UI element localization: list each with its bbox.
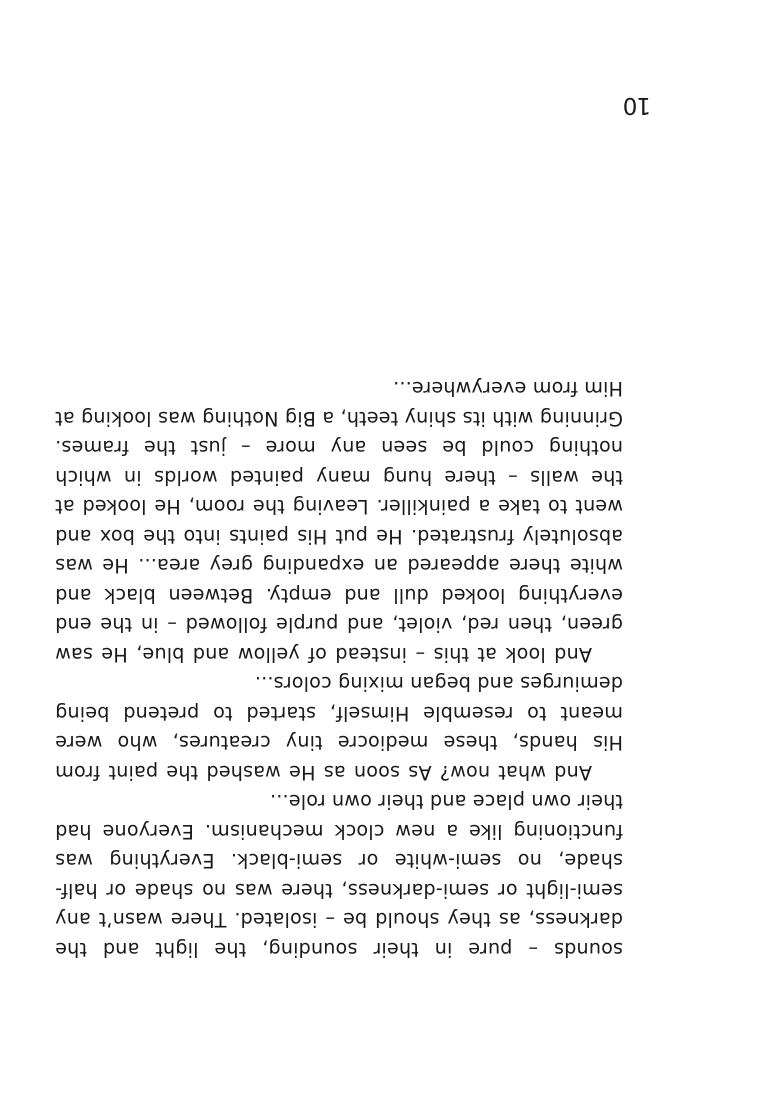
- page-body: [55, 374, 623, 964]
- paragraph-2: And what now? As soon as He washed the paint from His hands, these mediocre tiny creatures, who were meant to resemble Himself, started to pretend being demiurges and began mixing colors...: [55, 672, 623, 784]
- paragraph-1: sounds – pure in their sounding, the light and the darkness, as they should be – isolated. There wasn’t any semi-light or semi-darkness, there was no shade or half-shade, no semi-white or semi-black. Everything was functioning like a new clock mechanism. Everyone had their own place and their own role...: [55, 790, 623, 961]
- paragraph-3: And look at this – instead of yellow and blue, He saw green, then red, violet, and purple followed – in the end everything looked dull and empty. Between black and white there appeared an expanding grey area... He was absolutely frustrated. He put His paints into the box and went to take a painkiller. Leaving the room, He looked at the walls – there hung many painted worlds in which nothing could be seen any more – just the frames. Grinning with its shiny teeth, a Big Nothing was looking at Him from everywhere...: [55, 377, 623, 666]
- page-number: 10: [623, 92, 651, 118]
